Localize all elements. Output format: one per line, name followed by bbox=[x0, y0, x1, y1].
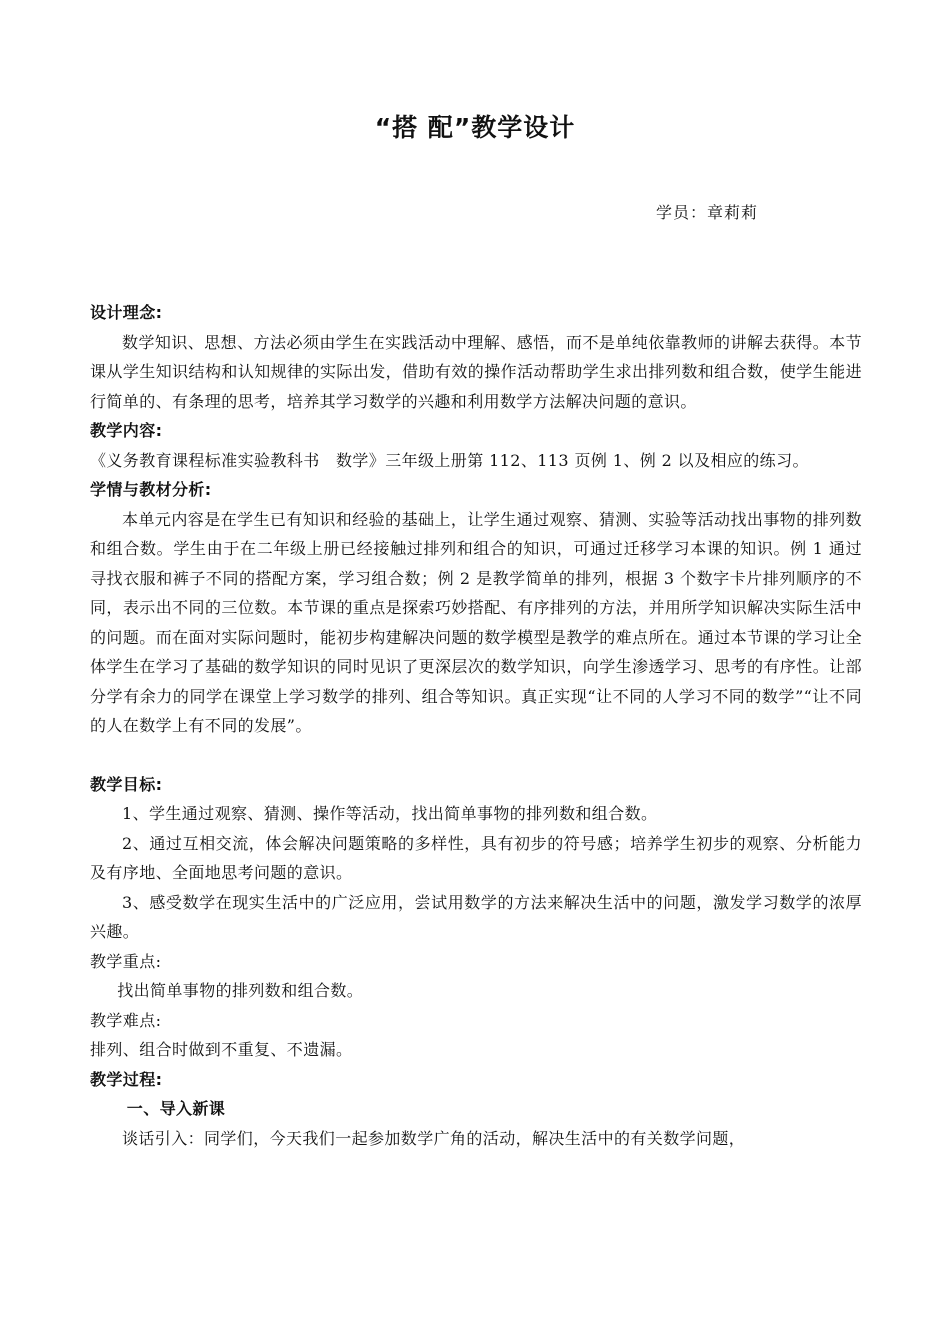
author-line: 学员：章莉莉 bbox=[656, 203, 759, 222]
concept-heading: 设计理念: bbox=[90, 303, 163, 322]
key-point-heading: 教学重点: bbox=[90, 951, 162, 971]
analysis-heading: 学情与教材分析: bbox=[90, 480, 212, 499]
goal-item-1: 1、学生通过观察、猜测、操作等活动，找出简单事物的排列数和组合数。 bbox=[122, 804, 658, 823]
document-body bbox=[90, 298, 862, 1153]
goals-heading: 教学目标: bbox=[90, 774, 163, 794]
key-point-paragraph: 找出简单事物的排列数和组合数。 bbox=[117, 981, 364, 1000]
process-sub-heading: 一、导入新课 bbox=[126, 1099, 226, 1118]
difficulty-paragraph: 排列、组合时做到不重复、不遗漏。 bbox=[90, 1040, 353, 1059]
process-paragraph: 谈话引入：同学们，今天我们一起参加数学广角的活动，解决生活中的有关数学问题， bbox=[122, 1128, 746, 1148]
content-paragraph: 《义务教育课程标准实验教科书 数学》三年级上册第 112、113 页例 1、例 2 以及相应的练习。 bbox=[90, 450, 809, 470]
content-heading: 教学内容: bbox=[90, 421, 163, 440]
difficulty-heading: 教学难点: bbox=[90, 1010, 162, 1030]
document-title: “搭 配”教学设计 bbox=[374, 113, 576, 142]
concept-paragraph: 数学知识、思想、方法必须由学生在实践活动中理解、感悟，而不是单纯依靠教师的讲解去获得。本节课从学生知识结构和认知规律的实际出发，借助有效的操作活动帮助学生求出排列数和组合数，使学生能进行简单的、有条理的思考，培养其学习数学的兴趣和利用数学方法解决问题的意识。 bbox=[90, 332, 862, 411]
goal-item-2: 2、通过互相交流，体会解决问题策略的多样性，具有初步的符号感；培养学生初步的观察、分析能力及有序地、全面地思考问题的意识。 bbox=[90, 833, 862, 882]
goal-item-3: 3、感受数学在现实生活中的广泛应用，尝试用数学的方法来解决生活中的问题，激发学习数学的浓厚兴趣。 bbox=[90, 892, 862, 941]
analysis-paragraph: 本单元内容是在学生已有知识和经验的基础上，让学生通过观察、猜测、实验等活动找出事物的排列数和组合数。学生由于在二年级上册已经接触过排列和组合的知识，可通过迁移学习本课的知识。例 1 通过寻找衣服和裤子不同的搭配方案，学习组合数；例 2 是教学简单的排列，根据 3 个数字卡片排列顺序的不同，表示出不同的三位数。本节课的重点是探索巧妙搭配、有序排列的方法，并用所学知识解决实际生活中的问题。而在面对实际问题时，能初步构建解决问题的数学模型是教学的难点所在。通过本节课的学习让全体学生在学习了基础的数学知识的同时见识了更深层次的数学知识，向学生渗透学习、思考的有序性。让部分学有余力的同学在课堂上学习数学的排列、组合等知识。真正实现“让不同的人学习不同的数学”“让不同的人在数学上有不同的发展”。 bbox=[90, 509, 862, 735]
section-spacer bbox=[90, 741, 862, 770]
process-heading: 教学过程: bbox=[90, 1069, 163, 1089]
